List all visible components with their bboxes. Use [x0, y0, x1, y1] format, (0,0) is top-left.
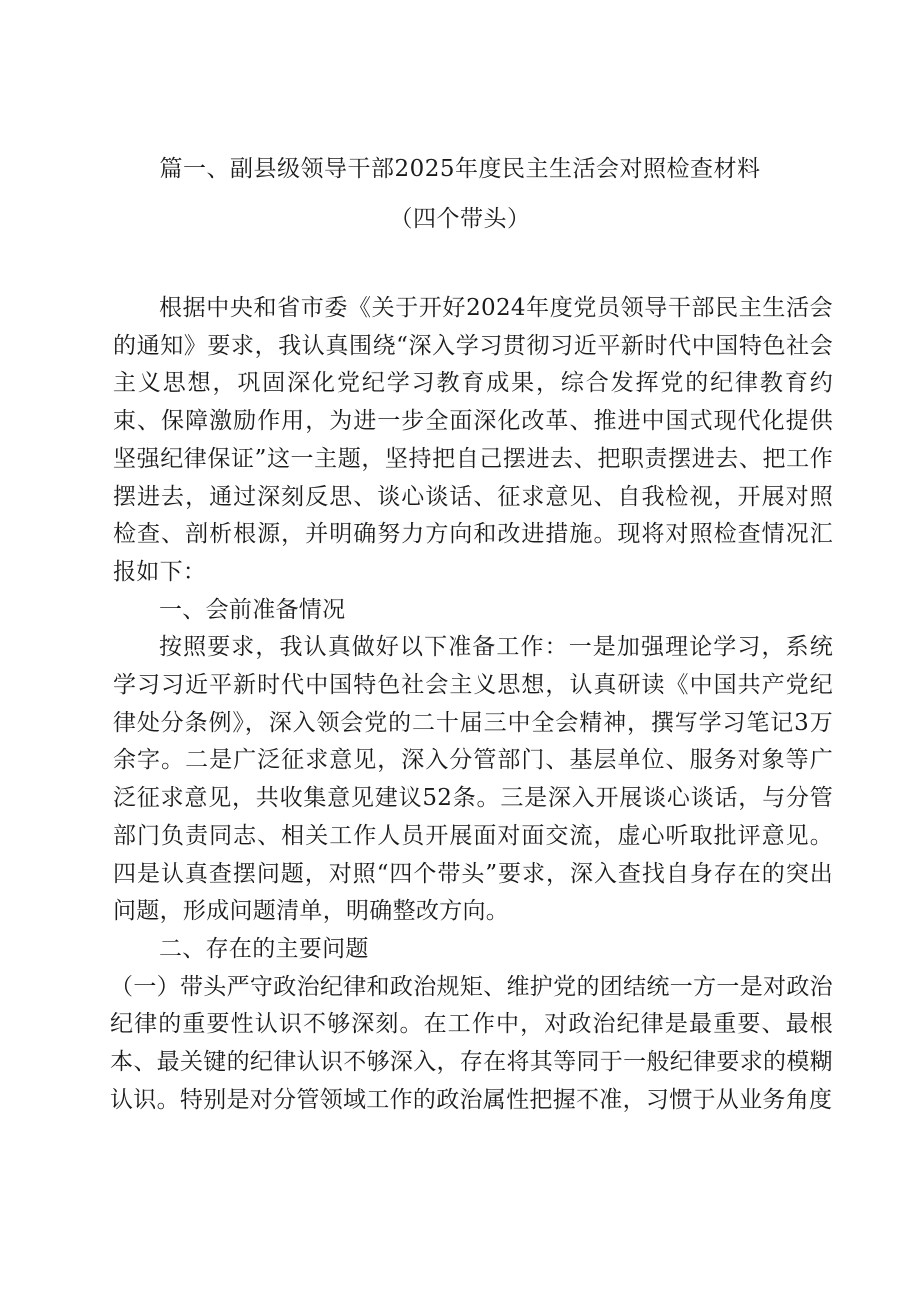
intro-paragraph: 根据中央和省市委《关于开好2024年度党员领导干部民主生活会的通知》要求，我认真围绕“深入学习贯彻习近平新时代中国特色社会主义思想，巩固深化党纪学习教育成果，综合发挥党的纪律教育约束、保障激励作用，为进一步全面深化改革、推进中国式现代化提供坚强纪律保证”这一主题，坚持把自己摆进去、把职责摆进去、把工作摆进去，通过深刻反思、谈心谈话、征求意见、自我检视，开展对照检查、剖析根源，并明确努力方向和改进措施。现将对照检查情况汇报如下： — [113, 295, 833, 585]
section-heading-problems: 二、存在的主要问题 — [159, 935, 369, 962]
document-subtitle: （四个带头） — [389, 206, 531, 232]
section-heading-preparation: 一、会前准备情况 — [159, 596, 346, 623]
problem-paragraph-1: （一）带头严守政治纪律和政治规矩、维护党的团结统一方一是对政治纪律的重要性认识不够深刻。在工作中，对政治纪律是最重要、最根本、最关键的纪律认识不够深入，存在将其等同于一般纪律要求的模糊认识。特别是对分管领域工作的政治属性把握不准，习惯于从业务角度 — [110, 973, 833, 1113]
document-body — [110, 290, 833, 1119]
document-title: 篇一、副县级领导干部2025年度民主生活会对照检查材料 — [159, 156, 761, 182]
preparation-paragraph: 按照要求，我认真做好以下准备工作：一是加强理论学习，系统学习习近平新时代中国特色社会主义思想，认真研读《中国共产党纪律处分条例》，深入领会党的二十届三中全会精神，撰写学习笔记3万余字。二是广泛征求意见，深入分管部门、基层单位、服务对象等广泛征求意见，共收集意见建议52条。三是深入开展谈心谈话，与分管部门负责同志、相关工作人员开展面对面交流，虚心听取批评意见。四是认真查摆问题，对照“四个带头”要求，深入查找自身存在的突出问题，形成问题清单，明确整改方向。 — [113, 634, 833, 925]
